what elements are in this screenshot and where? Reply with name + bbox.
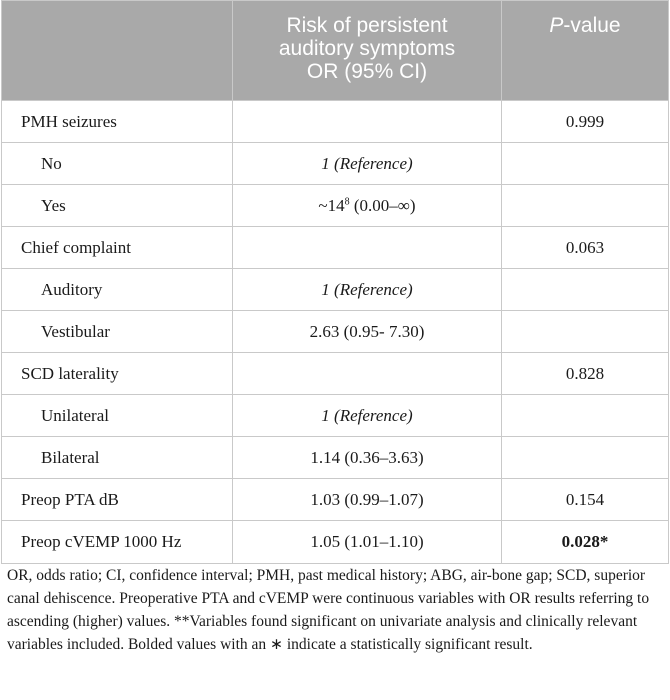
- header-p-italic: P: [549, 14, 564, 37]
- header-row: [2, 1, 669, 101]
- row-or: 2.63 (0.95- 7.30): [233, 311, 502, 353]
- header-or-line1: Risk of persistent: [286, 14, 448, 37]
- row-or: 1.14 (0.36–3.63): [233, 437, 502, 479]
- row-or-prefix: ~14: [318, 195, 345, 215]
- row-p-value: [502, 185, 669, 227]
- row-or: [233, 101, 502, 143]
- header-or-line2: auditory symptoms: [278, 37, 456, 60]
- header-p-value: [502, 1, 669, 101]
- row-or: [233, 353, 502, 395]
- row-or: 1 (Reference): [233, 269, 502, 311]
- row-or: 1.05 (1.01–1.10): [233, 521, 502, 564]
- row-or: 1 (Reference): [233, 143, 502, 185]
- header-or: [233, 1, 502, 101]
- table-row: [2, 227, 669, 269]
- row-p-value: 0.828: [502, 353, 669, 395]
- header-p-rest: -value: [563, 14, 621, 37]
- row-label: Unilateral: [2, 395, 233, 437]
- table-row: [2, 269, 669, 311]
- table-row: [2, 395, 669, 437]
- table-row: [2, 101, 669, 143]
- row-p-value: [502, 143, 669, 185]
- row-or: [233, 185, 502, 227]
- row-p-value: 0.063: [502, 227, 669, 269]
- row-label: Preop PTA dB: [2, 479, 233, 521]
- row-p-value: [502, 311, 669, 353]
- row-p-value: 0.999: [502, 101, 669, 143]
- results-table: [1, 0, 669, 564]
- table-footnote: OR, odds ratio; CI, confidence interval; PMH, past medical history; ABG, air-bone gap; SCD, superior canal dehiscence. Preoperative PTA and cVEMP were continuous variables with OR results referring to ascending (higher) values. **Variables found significant on univariate analysis and clinically relevant variables included. Bolded values with an ∗ indicate a statistically significant result.: [7, 567, 650, 653]
- row-or: 1 (Reference): [233, 395, 502, 437]
- row-label: Yes: [2, 185, 233, 227]
- row-p-value-significant: 0.028*: [502, 521, 669, 564]
- table-row: [2, 185, 669, 227]
- row-or: 1.03 (0.99–1.07): [233, 479, 502, 521]
- table-row: [2, 143, 669, 185]
- row-p-value: [502, 395, 669, 437]
- header-variable: [2, 1, 233, 101]
- row-p-value: 0.154: [502, 479, 669, 521]
- row-or-exponent: 8: [344, 195, 350, 207]
- table-row: [2, 353, 669, 395]
- row-label: SCD laterality: [2, 353, 233, 395]
- row-p-value: [502, 269, 669, 311]
- row-label: Preop cVEMP 1000 Hz: [2, 521, 233, 564]
- table-row: [2, 521, 669, 564]
- row-label: Bilateral: [2, 437, 233, 479]
- table-row: [2, 437, 669, 479]
- table-row: [2, 311, 669, 353]
- row-label: No: [2, 143, 233, 185]
- row-label: Auditory: [2, 269, 233, 311]
- row-label: PMH seizures: [2, 101, 233, 143]
- row-label: Chief complaint: [2, 227, 233, 269]
- row-or: [233, 227, 502, 269]
- table-row: [2, 479, 669, 521]
- row-label: Vestibular: [2, 311, 233, 353]
- header-or-line3: OR (95% CI): [306, 60, 428, 83]
- row-or-suffix: (0.00–∞): [349, 195, 416, 215]
- row-p-value: [502, 437, 669, 479]
